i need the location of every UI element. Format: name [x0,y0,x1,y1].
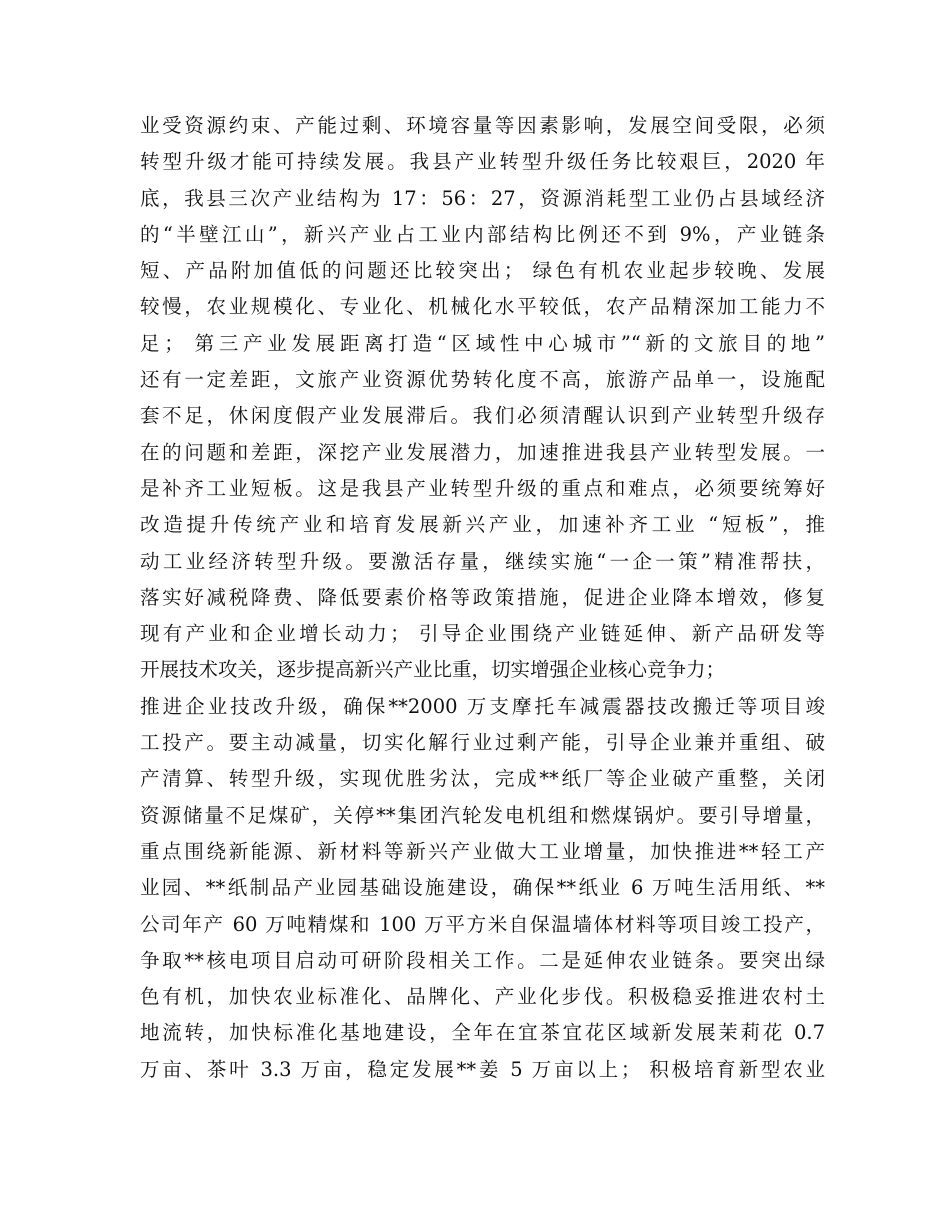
text-line: 现有产业和企业增长动力； 引导企业围绕产业链延伸、新产品研发等 [140,622,825,646]
text-line: 的“半壁江山”，新兴产业占工业内部结构比例还不到 9%，产业链条 [140,222,825,246]
text-line: 是补齐工业短板。这是我县产业转型升级的重点和难点，必须要统筹好 [140,476,825,500]
body-text [140,108,825,1088]
text-line: 较慢，农业规模化、专业化、机械化水平较低，农产品精深加工能力不 [140,295,825,319]
text-line: 套不足，休闲度假产业发展滞后。我们必须清醒认识到产业转型升级存 [140,404,825,428]
text-line: 底，我县三次产业结构为 17：56：27，资源消耗型工业仍占县域经济 [140,186,825,210]
text-line: 转型升级才能可持续发展。我县产业转型升级任务比较艰巨，2020 年 [140,150,825,174]
text-line: 短、产品附加值低的问题还比较突出； 绿色有机农业起步较晚、发展 [140,259,825,283]
text-line: 还有一定差距，文旅产业资源优势转化度不高，旅游产品单一，设施配 [140,368,825,392]
text-line: 重点围绕新能源、新材料等新兴产业做大工业增量，加快推进**轻工产 [140,839,825,863]
text-line: 动工业经济转型升级。要激活存量，继续实施“一企一策”精准帮扶， [140,549,825,573]
text-line: 争取**核电项目启动可研阶段相关工作。二是延伸农业链条。要突出绿 [140,948,825,972]
text-line: 地流转，加快标准化基地建设，全年在宜茶宜花区域新发展茉莉花 0.7 [140,1021,825,1045]
text-line: 万亩、茶叶 3.3 万亩，稳定发展**姜 5 万亩以上； 积极培育新型农业 [140,1057,825,1081]
text-line: 在的问题和差距，深挖产业发展潜力，加速推进我县产业转型发展。一 [140,440,825,464]
text-line: 足； 第三产业发展距离打造“区域性中心城市”“新的文旅目的地” [140,331,825,355]
text-line: 资源储量不足煤矿，关停**集团汽轮发电机组和燃煤锅炉。要引导增量， [140,803,825,827]
text-line: 公司年产 60 万吨精煤和 100 万平方米自保温墙体材料等项目竣工投产， [140,912,825,936]
text-line: 推进企业技改升级，确保**2000 万支摩托车减震器技改搬迁等项目竣 [140,694,825,718]
text-line: 改造提升传统产业和培育发展新兴产业，加速补齐工业 “短板”，推 [140,513,825,537]
text-line: 落实好减税降费、降低要素价格等政策措施，促进企业降本增效，修复 [140,585,825,609]
text-line: 色有机，加快农业标准化、品牌化、产业化步伐。积极稳妥推进农村土 [140,985,825,1009]
text-line: 业受资源约束、产能过剩、环境容量等因素影响，发展空间受限，必须 [140,114,825,137]
text-line: 开展技术攻关，逐步提高新兴产业比重，切实增强企业核心竞争力； [140,658,726,682]
text-line: 业园、**纸制品产业园基础设施建设，确保**纸业 6 万吨生活用纸、** [140,876,825,900]
text-line: 产清算、转型升级，实现优胜劣汰，完成**纸厂等企业破产重整，关闭 [140,767,825,791]
text-line: 工投产。要主动减量，切实化解行业过剩产能，引导企业兼并重组、破 [140,731,825,755]
